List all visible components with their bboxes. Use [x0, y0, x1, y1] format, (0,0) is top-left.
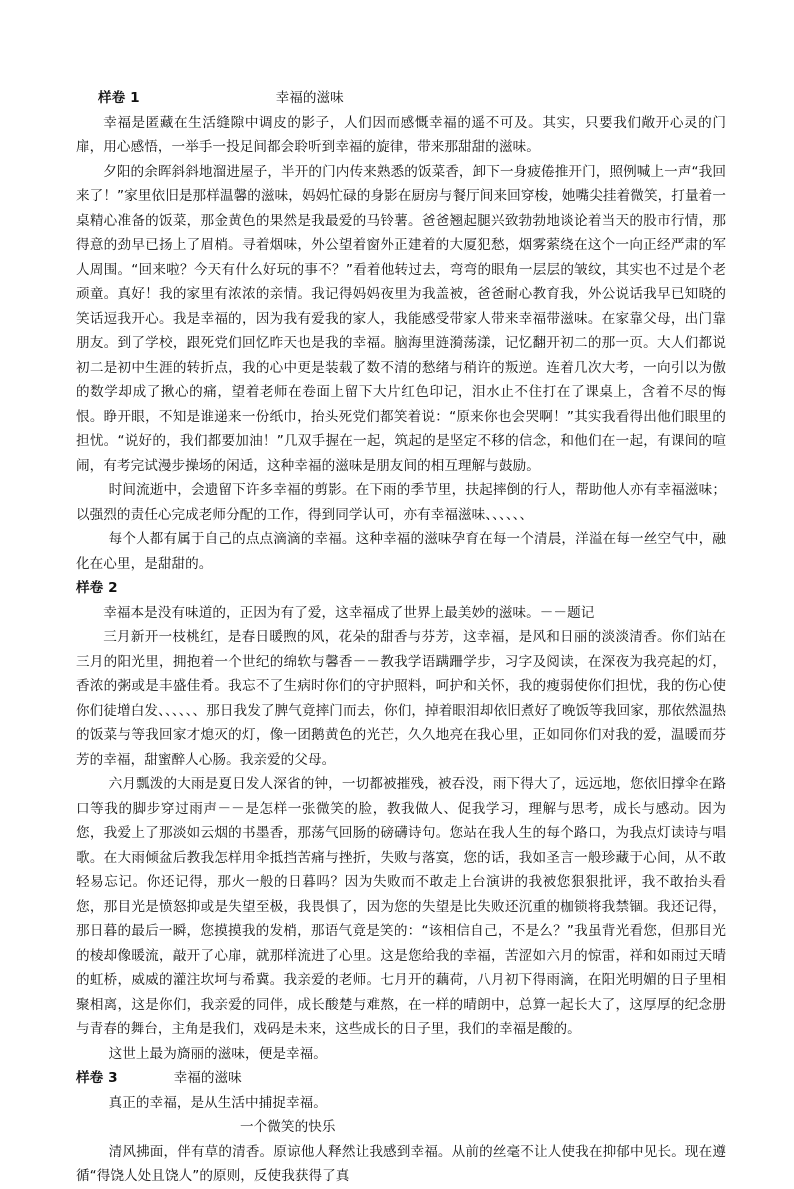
sample1-paragraph-3: 时间流逝中，会遗留下许多幸福的剪影。在下雨的季节里，扶起摔倒的行人，帮助他人亦有幸福滋味；以强烈的责任心完成老师分配的工作，得到同学认可，亦有幸福滋味、、、、、、: [76, 482, 726, 523]
sample1-title: 幸福的滋味: [275, 90, 344, 106]
sample1-paragraph-4: 每个人都有属于自己的点点滴滴的幸福。这种幸福的滋味孕育在每一个清晨，洋溢在每一丝空气中，融化在心里，是甜甜的。: [76, 531, 726, 572]
sample3-paragraph-1: 清风拂面，伴有草的清香。原谅他人释然让我感到幸福。从前的丝毫不让人使我在抑郁中见长。现在遵循“得饶人处且饶人”的原则，反使我获得了真: [76, 1143, 726, 1184]
sample3-subtitle: 一个微笑的快乐: [240, 1119, 336, 1135]
sample2-paragraph-3: 六月瓢泼的大雨是夏日发人深省的钟，一切都被摧残，被吞没，雨下得大了，远远地，您依旧撑伞在路口等我的脚步穿过雨声－－是怎样一张微笑的脸，教我做人、促我学习，理解与思考，成长与感动。因为您，我爱上了那淡如云烟的书墨香，那荡气回肠的磅礴诗句。您站在我人生的每个路口，为我点灯读诗与唱歌。在大雨倾盆后教我怎样用伞抵挡苦痛与挫折，失败与落寞，您的话，我如圣言一般珍藏于心间，从不敢轻易忘记。你还记得，那火一般的日暮吗？因为失败而不敢走上台演讲的我被您狠狠批评，我不敢抬头看您，那目光是愤怒抑或是失望至极，我畏惧了，因为您的失望是比失败还沉重的枷锁将我禁锢。我还记得，那日暮的最后一瞬，您摸摸我的发梢，那语气竟是笑的：“该相信自己，不是么？”我虽背光看您，但那目光的棱却像暖流，敲开了心扉，就那样流进了心里。这是您给我的幸福，苦涩如六月的惊雷，祥和如雨过天晴的虹桥，威威的灌注坎坷与希冀。我亲爱的老师。七月开的藕荷，八月初下得雨滴，在阳光明媚的日子里相聚相离，这是你们，我亲爱的同伴，成长酸楚与难熬，在一样的晴朗中，总算一起长大了，这厚厚的纪念册与青春的舞台，主角是我们，戏码是未来，这些成长的日子里，我们的幸福是酸的。: [76, 776, 726, 1037]
sample2-heading: [76, 576, 726, 601]
sample2-paragraph-2: 三月新开一枝桃红，是春日暖煦的风，花朵的甜香与芬芳，这幸福，是风和日丽的淡淡清香。你们站在三月的阳光里，拥抱着一个世纪的绵软与馨香－－教我学语蹒跚学步，习字及阅读，在深夜为我亮起的灯，香浓的粥或是丰盛佳肴。我忘不了生病时你们的守护照料，呵护和关怀，我的瘦弱使你们担忧，我的伤心使你们徒增白发、、、、、、那日我发了脾气竟摔门而去，你们，掉着眼泪却依旧煮好了晚饭等我回家，那依然温热的饭菜与等我回家才熄灭的灯，像一团鹅黄色的光芒，久久地亮在我心里，正如同你们对我的爱，温暖而芬芳的幸福，甜蜜醉人心肠。我亲爱的父母。: [76, 629, 726, 768]
sample3-title: 幸福的滋味: [173, 1070, 242, 1086]
sample1-paragraph-1: 幸福是匿藏在生活缝隙中调皮的影子，人们因而感慨幸福的遥不可及。其实，只要我们敞开心灵的门扉，用心感悟，一举手一投足间都会聆听到幸福的旋律，带来那甜甜的滋味。: [76, 114, 726, 155]
sample2-paragraph-1: 幸福本是没有味道的，正因为有了爱，这幸福成了世界上最美妙的滋味。－－题记: [103, 604, 595, 621]
sample3-heading: [76, 1066, 726, 1091]
sample3-intro: 真正的幸福，是从生活中捕捉幸福。: [108, 1094, 327, 1111]
sample1-heading: [76, 86, 726, 111]
sample1-paragraph-2: 夕阳的余晖斜斜地溜进屋子，半开的门内传来熟悉的饭菜香，卸下一身疲倦推开门，照例喊上一声“我回来了！”家里依旧是那样温馨的滋味，妈妈忙碌的身影在厨房与餐厅间来回穿梭，她嘴尖挂着微笑，打量着一桌精心准备的饭菜，那金黄色的果然是我最爱的马铃薯。爸爸翘起腿兴致勃勃地谈论着当天的股市行情，那得意的劲早已扬上了眉梢。寻着烟味，外公望着窗外正建着的大厦犯愁，烟雾萦绕在这个一向正经严肃的军人周围。“回来啦？今天有什么好玩的事不？”看着他转过去，弯弯的眼角一层层的皱纹，其实也不过是个老顽童。真好！我的家里有浓浓的亲情。我记得妈妈夜里为我盖被，爸爸耐心教育我，外公说话我早已知晓的笑话逗我开心。我是幸福的，因为我有爱我的家人，我能感受带家人带来幸福带滋味。在家靠父母，出门靠朋友。到了学校，跟死党们回忆昨天也是我的幸福。脑海里涟漪荡漾，记忆翻开初二的那一页。大人们都说初二是初中生涯的转折点，我的心中更是装载了数不清的愁绪与稍许的叛逆。连着几次大考，一向引以为傲的数学却成了揪心的痛，望着老师在卷面上留下大片红色印记，泪水止不住打在了课桌上，含着不尽的悔恨。睁开眼，不知是谁递来一份纸巾，抬头死党们都笑着说：“原来你也会哭啊！”其实我看得出他们眼里的担忧。“说好的，我们都要加油！”几双手握在一起，筑起的是坚定不移的信念，和他们在一起，有课间的喧闹，有考完试漫步操场的闲适，这种幸福的滋味是朋友间的相互理解与鼓励。: [76, 163, 726, 474]
sample2-paragraph-4: 这世上最为旖丽的滋味，便是幸福。: [108, 1045, 327, 1062]
sample3-label: 样卷 3: [76, 1070, 118, 1086]
sample2-label: 样卷 2: [76, 580, 118, 596]
document-page: [76, 86, 726, 1189]
sample1-label: 样卷 1: [98, 90, 140, 106]
